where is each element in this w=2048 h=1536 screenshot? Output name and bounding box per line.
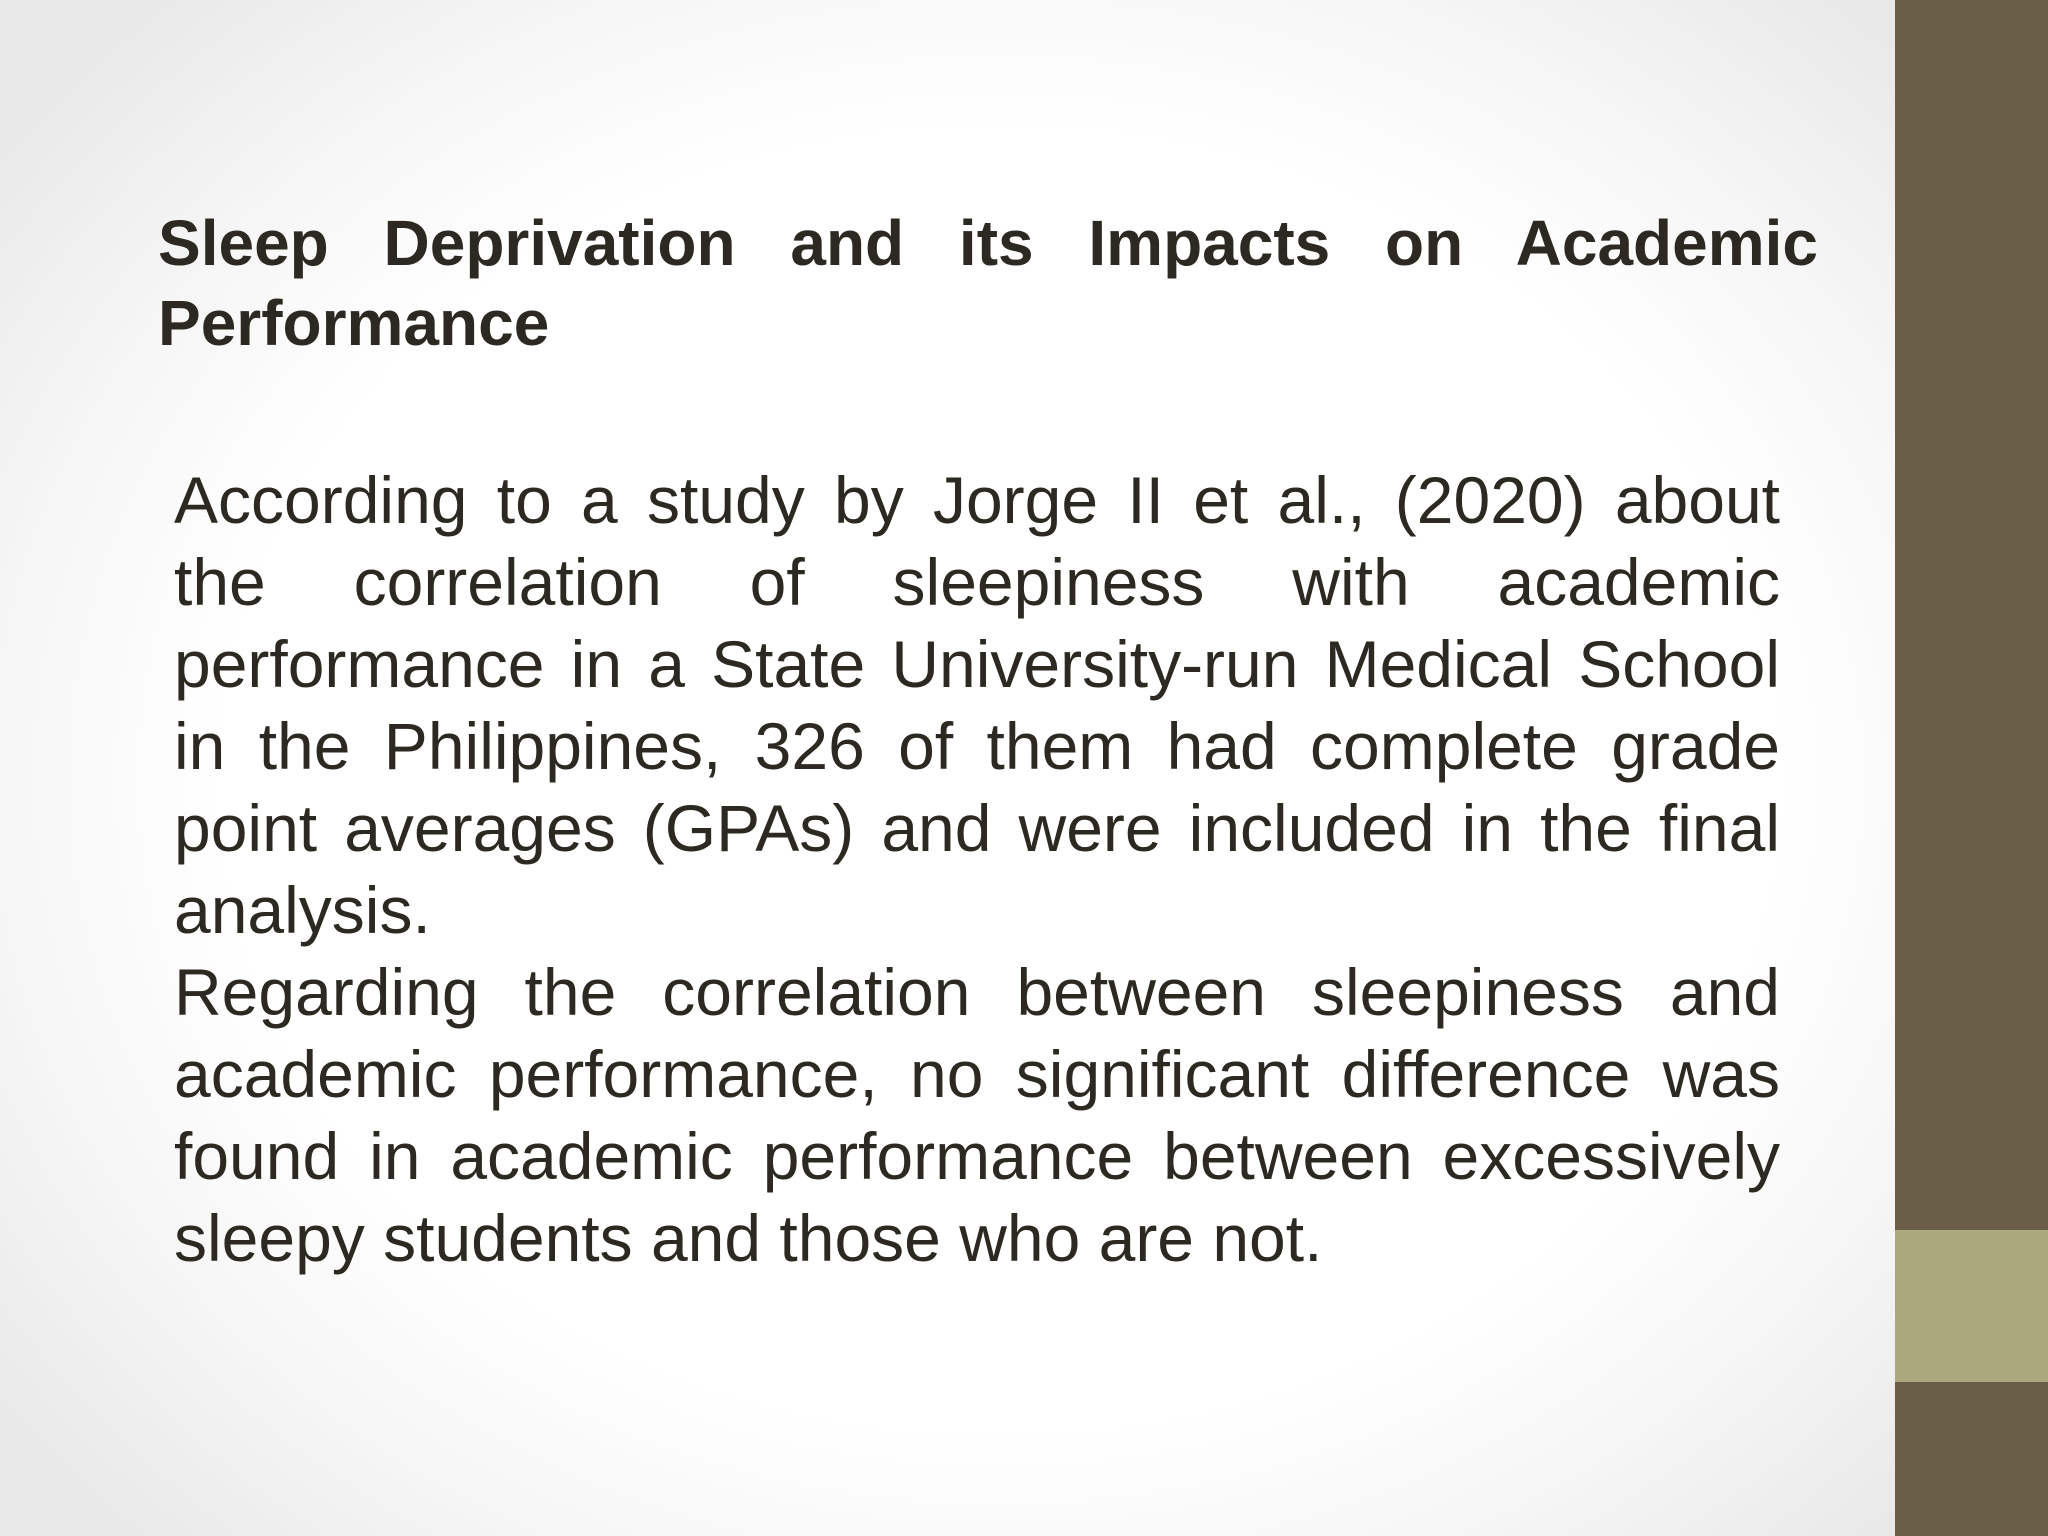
slide-body <box>174 459 1780 1279</box>
body-paragraph-study: According to a study by Jorge II et al., (2020) about the correlation of sleepiness with academic performance in a State University-run Medical School in the Philippines, 326 of them had complete grade point averages (GPAs) and were included in the final analysis. <box>174 463 1780 947</box>
body-paragraph-finding: Regarding the correlation between sleepiness and academic performance, no significant difference was found in academic performance between excessively sleepy students and those who are not. <box>174 955 1780 1275</box>
decorative-sidebar-accent <box>1895 1230 2048 1382</box>
slide-title: Sleep Deprivation and its Impacts on Academic Performance <box>158 207 1818 359</box>
